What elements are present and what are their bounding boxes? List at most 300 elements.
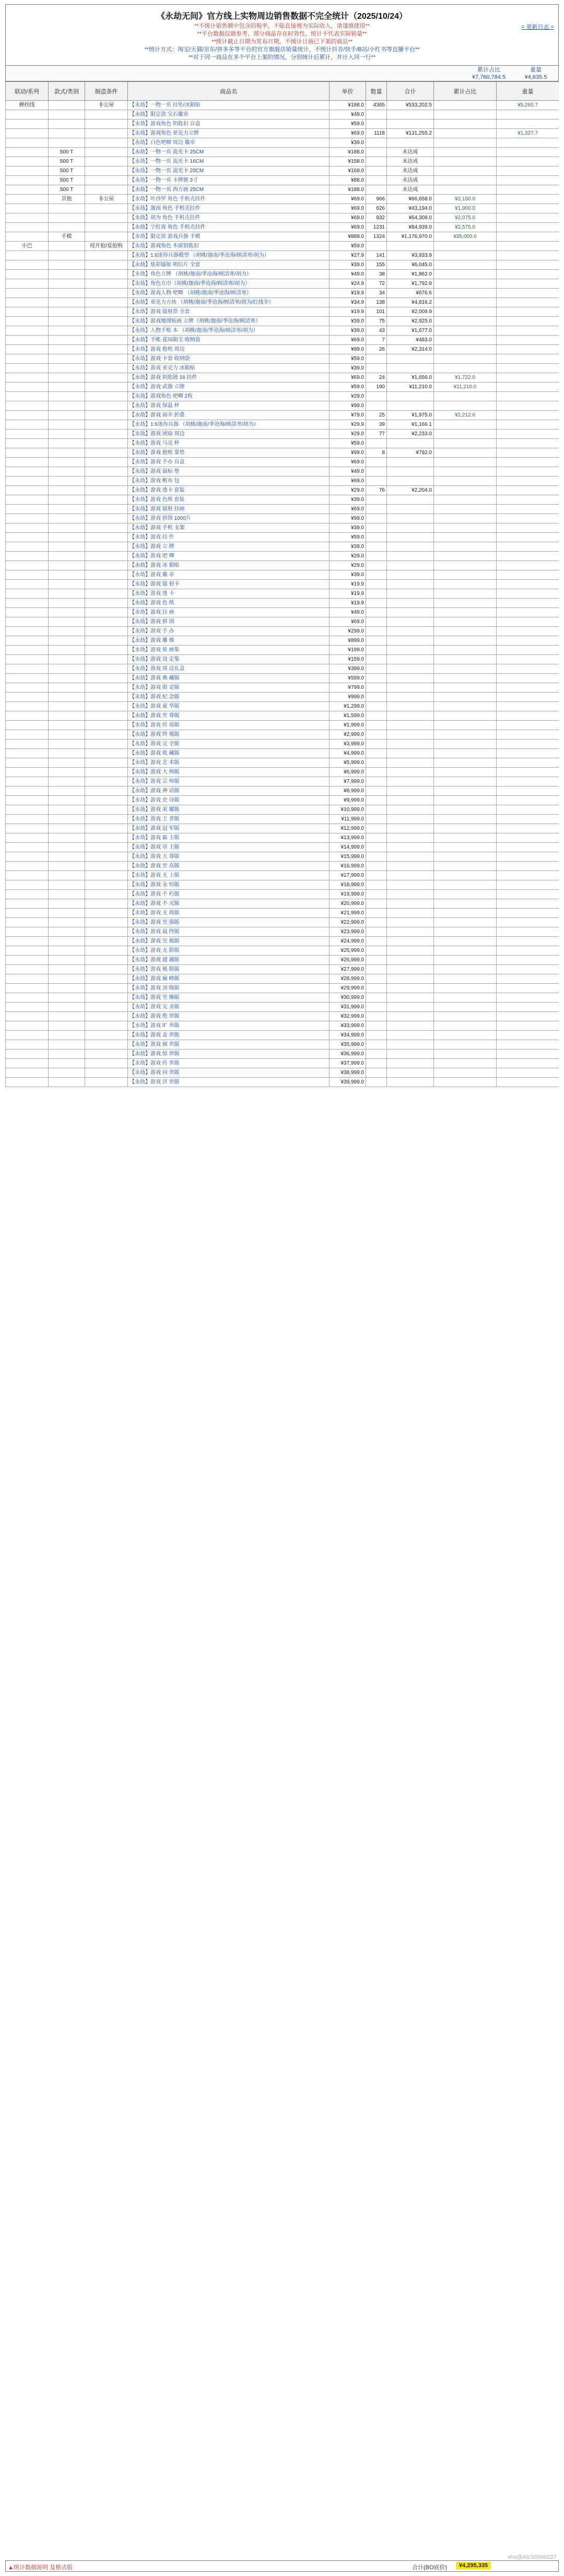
cell-name[interactable]: 【永劫】游戏 冰 箱贴 xyxy=(128,561,330,570)
cell-name[interactable]: 【永劫】一物一页 西方画 25CM xyxy=(128,185,330,195)
cell-sub xyxy=(49,411,85,420)
cell-qty xyxy=(366,138,387,148)
cell-name[interactable]: 【永劫】游戏 荣 耀版 xyxy=(128,805,330,815)
cell-sub xyxy=(49,974,85,984)
cell-name[interactable]: 【永劫】游戏 典 藏版 xyxy=(128,674,330,683)
cell-cond xyxy=(85,354,128,364)
cell-name[interactable]: 【永劫】游戏 钥匙链 16 挂件 xyxy=(128,373,330,383)
cell-name[interactable]: 【永劫】手帐 花园箱宝 收纳袋 xyxy=(128,336,330,345)
cell-w xyxy=(434,646,497,655)
note-line: **不统计销售额中包含的税率，不能直接视为实际收入，请谨慎使用** xyxy=(194,23,370,29)
cell-s xyxy=(497,956,559,965)
cell-name[interactable]: 【永劫】胡为 角色 手机壳挂件 xyxy=(128,213,330,223)
cell-name[interactable]: 【永劫】游戏 帆布 包 xyxy=(128,476,330,486)
cell-name[interactable]: 【永劫】游戏 限 定版 xyxy=(128,683,330,693)
cell-sub xyxy=(49,899,85,909)
cell-s xyxy=(497,176,559,185)
cell-qty xyxy=(366,608,387,617)
cell-qty xyxy=(366,166,387,176)
cell-w xyxy=(434,786,497,796)
cell-sub xyxy=(49,608,85,617)
cell-w xyxy=(434,392,497,401)
cell-sub: 其他 xyxy=(49,195,85,204)
cell-sub xyxy=(49,138,85,148)
table-row xyxy=(6,148,559,157)
cell-group xyxy=(6,223,49,232)
cell-cond xyxy=(85,232,128,242)
cell-w xyxy=(434,448,497,458)
cell-cond xyxy=(85,965,128,974)
cell-s xyxy=(497,317,559,326)
cell-name[interactable]: 【永劫】限定款 宝石徽章 xyxy=(128,110,330,120)
table-row xyxy=(6,110,559,120)
cell-s xyxy=(497,664,559,674)
cell-total xyxy=(387,702,434,711)
cell-price: ¥16,999.0 xyxy=(330,862,366,871)
cell-name[interactable]: 【永劫】游戏 手办 盲盒 xyxy=(128,458,330,467)
table-row xyxy=(6,176,559,185)
cell-price: ¥20,999.0 xyxy=(330,899,366,909)
cell-w xyxy=(434,129,497,138)
cell-sub xyxy=(49,129,85,138)
cell-w xyxy=(434,721,497,730)
cell-name[interactable]: 【永劫】游戏 至 强版 xyxy=(128,918,330,927)
cell-name[interactable]: 【永劫】游戏 镭射 挂画 xyxy=(128,505,330,514)
table-row xyxy=(6,815,559,824)
cell-cond xyxy=(85,430,128,439)
cell-group xyxy=(6,899,49,909)
cell-name[interactable]: 【永劫】人物手账 本 （胡桃/迦南/季沧海/顾清寒/胡为） xyxy=(128,326,330,336)
cell-name[interactable]: 【永劫】游戏 雨伞 折叠 xyxy=(128,411,330,420)
table-row xyxy=(6,364,559,373)
cell-name[interactable]: 【永劫】游戏 色纸 套装 xyxy=(128,495,330,505)
cell-group xyxy=(6,871,49,880)
cell-name[interactable]: 【永劫】白色吧唧 周边 徽章 xyxy=(128,138,330,148)
cell-s xyxy=(497,1078,559,1087)
table-row xyxy=(6,730,559,740)
cell-total: ¥792.0 xyxy=(387,448,434,458)
cell-price: ¥69.0 xyxy=(330,458,366,467)
cell-w xyxy=(434,176,497,185)
cell-w xyxy=(434,1068,497,1078)
cell-sub xyxy=(49,683,85,693)
cell-name[interactable]: 【永劫】游戏 无 限版 xyxy=(128,946,330,956)
cell-name[interactable]: 【永劫】游戏人物 吧唧 （胡桃/迦南/季沧海/顾清寒） xyxy=(128,289,330,298)
cell-qty xyxy=(366,843,387,852)
cell-w xyxy=(434,880,497,890)
cell-name[interactable]: 【永劫】游戏 无 敌版 xyxy=(128,909,330,918)
cell-name[interactable]: 【永劫】游戏 巅 峰版 xyxy=(128,974,330,984)
cell-total xyxy=(387,533,434,542)
cell-cond xyxy=(85,298,128,307)
cell-name[interactable]: 【永劫】游戏 无 上版 xyxy=(128,871,330,880)
cell-w xyxy=(434,674,497,683)
table-row xyxy=(6,758,559,768)
cell-cond xyxy=(85,336,128,345)
cell-total xyxy=(387,974,434,984)
cell-total: ¥4,816.2 xyxy=(387,298,434,307)
cell-name[interactable]: 【永劫】亚克力方块 （胡桃/迦南/季沧海/顾清寒/胡为/红线伞） xyxy=(128,298,330,307)
cell-total: ¥533,202.5 xyxy=(387,101,434,110)
cell-group xyxy=(6,918,49,927)
cell-name[interactable]: 【永劫】游戏地图贴画 立牌（胡桃/迦南/季沧海/顾清寒） xyxy=(128,317,330,326)
cell-qty xyxy=(366,505,387,514)
cell-name[interactable]: 【永劫】游戏 不 灭版 xyxy=(128,899,330,909)
update-log-link[interactable]: = 更新日志 = xyxy=(521,24,554,30)
cell-name[interactable]: 【永劫】游戏 盖 世版 xyxy=(128,1031,330,1040)
cell-name[interactable]: 【永劫】游戏 雕 像 xyxy=(128,636,330,646)
cell-name[interactable]: 【永劫】游戏 永 恒版 xyxy=(128,880,330,890)
cell-w xyxy=(434,693,497,702)
cell-name[interactable]: 【永劫】游戏 霸 主版 xyxy=(128,833,330,843)
table-row xyxy=(6,1059,559,1068)
cell-name[interactable]: 【永劫】游戏 至 高版 xyxy=(128,862,330,871)
cell-price: ¥69.0 xyxy=(330,617,366,627)
cell-price: ¥19.9 xyxy=(330,599,366,608)
document-header xyxy=(5,4,559,66)
cell-w xyxy=(434,711,497,721)
cell-group xyxy=(6,608,49,617)
cell-cond xyxy=(85,439,128,448)
cell-name[interactable]: 【永劫】游戏 超 越版 xyxy=(128,956,330,965)
cell-name[interactable]: 【永劫】限定款 游戏兵器 手模 xyxy=(128,232,330,242)
cell-group xyxy=(6,364,49,373)
cell-s xyxy=(497,354,559,364)
cell-price: ¥11,999.0 xyxy=(330,815,366,824)
cell-total xyxy=(387,909,434,918)
cell-s xyxy=(497,608,559,617)
table-row xyxy=(6,326,559,336)
cell-cond xyxy=(85,251,128,260)
cell-name[interactable]: 【永劫】游戏 团扇 周边 xyxy=(128,430,330,439)
cell-group xyxy=(6,880,49,890)
cell-cond xyxy=(85,533,128,542)
cell-sub xyxy=(49,1040,85,1050)
cell-name[interactable]: 【永劫】游戏 透 卡 xyxy=(128,589,330,599)
cell-name[interactable]: 【永劫】游戏 极 限版 xyxy=(128,965,330,974)
table-row xyxy=(6,749,559,758)
cell-qty xyxy=(366,157,387,166)
col-header: 单价 xyxy=(330,82,366,101)
cell-sub xyxy=(49,561,85,570)
table-row xyxy=(6,899,559,909)
cell-price: ¥1,999.0 xyxy=(330,721,366,730)
share-summary xyxy=(465,66,512,81)
cell-s xyxy=(497,120,559,129)
cell-name[interactable]: 【永劫】游戏 挂 画 xyxy=(128,608,330,617)
cell-sub xyxy=(49,1031,85,1040)
cell-cond xyxy=(85,693,128,702)
table-row xyxy=(6,336,559,345)
cell-name[interactable]: 【永劫】游戏 手机 支架 xyxy=(128,523,330,533)
cell-qty xyxy=(366,833,387,843)
cell-name[interactable]: 【永劫】游戏 宗 师版 xyxy=(128,777,330,786)
table-row xyxy=(6,251,559,260)
cell-name[interactable]: 【永劫】游戏 周 边礼盒 xyxy=(128,664,330,674)
cell-w xyxy=(434,1021,497,1031)
cell-name[interactable]: 【永劫】游戏 完 全版 xyxy=(128,740,330,749)
cell-qty xyxy=(366,439,387,448)
cell-name[interactable]: 【永劫】游戏 抱枕 周边 xyxy=(128,345,330,354)
cell-s xyxy=(497,420,559,430)
table-row xyxy=(6,1012,559,1021)
cell-name[interactable]: 【永劫】游戏 最 终版 xyxy=(128,927,330,937)
cell-name[interactable]: 【永劫】游戏 艺 术版 xyxy=(128,758,330,768)
cell-group xyxy=(6,580,49,589)
cell-group xyxy=(6,693,49,702)
cell-name[interactable]: 【永劫】游戏 倾 世版 xyxy=(128,1040,330,1050)
cell-price: ¥29.0 xyxy=(330,552,366,561)
cell-s xyxy=(497,796,559,805)
cell-name[interactable]: 【永劫】游戏 济 世版 xyxy=(128,1078,330,1087)
cell-cond: 疫开抢/爱抢购 xyxy=(85,242,128,251)
cell-w: ¥35,000.0 xyxy=(434,232,497,242)
cell-name[interactable]: 【永劫】角色立牌 （胡桃/迦南/季沧海/顾清寒/胡为） xyxy=(128,270,330,279)
cell-qty: 24 xyxy=(366,373,387,383)
cell-sub xyxy=(49,1068,85,1078)
table-row xyxy=(6,401,559,411)
cell-cond: 非公屋 xyxy=(85,101,128,110)
cell-name[interactable]: 【永劫】一物一页 流光卡 16CM xyxy=(128,157,330,166)
cell-name[interactable]: 【永劫】游戏 镭 射卡 xyxy=(128,580,330,589)
cell-total xyxy=(387,476,434,486)
cell-group xyxy=(6,270,49,279)
cell-w xyxy=(434,956,497,965)
cell-total xyxy=(387,570,434,580)
cell-cond xyxy=(85,458,128,467)
cell-qty: 141 xyxy=(366,251,387,260)
cell-price: ¥89.0 xyxy=(330,345,366,354)
cell-cond xyxy=(85,383,128,392)
cell-name[interactable]: 【永劫】游戏 亚克力 冰箱贴 xyxy=(128,364,330,373)
cell-s xyxy=(497,1040,559,1050)
cell-name[interactable]: 【永劫】迦南 角色 手机壳挂件 xyxy=(128,204,330,213)
cell-total xyxy=(387,890,434,899)
cell-name[interactable]: 【永劫】游戏 顶 级版 xyxy=(128,984,330,993)
cell-name[interactable]: 【永劫】一物一页 流光卡 25CM xyxy=(128,148,330,157)
cell-total xyxy=(387,796,434,805)
cell-sub xyxy=(49,702,85,711)
cell-price: ¥18,999.0 xyxy=(330,880,366,890)
cell-sub xyxy=(49,1059,85,1068)
table-row xyxy=(6,223,559,232)
cell-name[interactable]: 【永劫】游戏 透卡 套装 xyxy=(128,486,330,495)
footer-note[interactable]: ▲统计数据说明 及格式版 xyxy=(8,2565,73,2571)
cell-name[interactable]: 【永劫】游戏 终 极版 xyxy=(128,730,330,740)
cell-name[interactable]: 【永劫】游戏 色 纸 xyxy=(128,599,330,608)
cell-name[interactable]: 【永劫】叶沙罗 角色 手机壳挂件 xyxy=(128,195,330,204)
cell-name[interactable]: 【永劫】游戏 原 画集 xyxy=(128,646,330,655)
cell-price: ¥99.0 xyxy=(330,401,366,411)
cell-price: ¥31,999.0 xyxy=(330,1003,366,1012)
table-row xyxy=(6,533,559,542)
cell-group xyxy=(6,1031,49,1040)
cell-w xyxy=(434,561,497,570)
cell-name[interactable]: 【永劫】炫彩镭射 明信片 全套 xyxy=(128,260,330,270)
cell-w xyxy=(434,655,497,664)
cell-total xyxy=(387,815,434,824)
cell-name[interactable]: 【永劫】游戏 究 极版 xyxy=(128,937,330,946)
cell-price: ¥29.0 xyxy=(330,486,366,495)
cell-qty xyxy=(366,495,387,505)
cell-qty xyxy=(366,758,387,768)
cell-s xyxy=(497,148,559,157)
cell-name[interactable]: 【永劫】游戏 立 牌 xyxy=(128,542,330,552)
cell-group xyxy=(6,467,49,476)
cell-sub xyxy=(49,542,85,552)
cell-name[interactable]: 【永劫】游戏 拼 图 xyxy=(128,617,330,627)
cell-sub xyxy=(49,927,85,937)
cell-qty: 190 xyxy=(366,383,387,392)
cell-name[interactable]: 【永劫】游戏 传 说版 xyxy=(128,721,330,730)
cell-name[interactable]: 【永劫】游戏 帝 王版 xyxy=(128,843,330,852)
cell-name[interactable]: 【永劫】游戏 神 话版 xyxy=(128,786,330,796)
cell-group xyxy=(6,476,49,486)
cell-name[interactable]: 【永劫】游戏 至 尊版 xyxy=(128,711,330,721)
cell-w xyxy=(434,890,497,899)
cell-name[interactable]: 【永劫】1:6迷你兵器模型 （胡桃/迦南/季沧海/顾清寒/胡为） xyxy=(128,251,330,260)
cell-name[interactable]: 【永劫】角色方巾（胡桃/迦南/季沧海/顾清寒/胡为） xyxy=(128,279,330,289)
cell-group xyxy=(6,120,49,129)
cell-cond xyxy=(85,364,128,373)
table-row xyxy=(6,1021,559,1031)
cell-sub xyxy=(49,918,85,927)
cell-qty xyxy=(366,589,387,599)
cell-name[interactable]: 【永劫】游戏角色 木质钥匙扣 xyxy=(128,242,330,251)
cell-s xyxy=(497,570,559,580)
cell-group xyxy=(6,514,49,523)
table-row xyxy=(6,232,559,242)
cell-name[interactable]: 【永劫】游戏 抱枕 靠垫 xyxy=(128,448,330,458)
cell-s xyxy=(497,166,559,176)
cell-qty: 38 xyxy=(366,270,387,279)
cell-name[interactable]: 【永劫】游戏 收 藏版 xyxy=(128,749,330,758)
cell-name[interactable]: 【永劫】游戏 旷 世版 xyxy=(128,1021,330,1031)
cell-name[interactable]: 【永劫】游戏 镭射票 全套 xyxy=(128,307,330,317)
cell-name[interactable]: 【永劫】游戏 保温 杯 xyxy=(128,401,330,411)
cell-name[interactable]: 【永劫】游戏 鼠标 垫 xyxy=(128,467,330,476)
table-row xyxy=(6,195,559,204)
cell-s xyxy=(497,852,559,862)
cell-name[interactable]: 【永劫】游戏 徽 章 xyxy=(128,570,330,580)
cell-w xyxy=(434,871,497,880)
cell-name[interactable]: 【永劫】宁红夜 角色 手机壳挂件 xyxy=(128,223,330,232)
table-row xyxy=(6,627,559,636)
cell-cond xyxy=(85,608,128,617)
cell-sub xyxy=(49,120,85,129)
cell-name[interactable]: 【永劫】游戏 拼图 1000片 xyxy=(128,514,330,523)
cell-group xyxy=(6,392,49,401)
table-row xyxy=(6,721,559,730)
cell-sub xyxy=(49,749,85,758)
cell-qty xyxy=(366,730,387,740)
cell-name[interactable]: 【永劫】游戏 手 办 xyxy=(128,627,330,636)
cell-name[interactable]: 【永劫】游戏 完 美版 xyxy=(128,1003,330,1012)
table-row xyxy=(6,871,559,880)
cell-name[interactable]: 【永劫】游戏 武器 立牌 xyxy=(128,383,330,392)
cell-sub xyxy=(49,383,85,392)
cell-total xyxy=(387,110,434,120)
cell-total xyxy=(387,927,434,937)
cell-name[interactable]: 【永劫】游戏 至 臻版 xyxy=(128,993,330,1003)
cell-qty xyxy=(366,664,387,674)
cell-w xyxy=(434,599,497,608)
cell-total xyxy=(387,392,434,401)
cell-name[interactable]: 【永劫】游戏 设 定集 xyxy=(128,655,330,664)
cell-total: ¥1,656.0 xyxy=(387,373,434,383)
cell-name[interactable]: 【永劫】游戏 王 者版 xyxy=(128,815,330,824)
cell-price: ¥19.9 xyxy=(330,580,366,589)
cell-qty: 138 xyxy=(366,298,387,307)
cell-price: ¥27.9 xyxy=(330,251,366,260)
cell-name[interactable]: 【永劫】游戏角色 吧唧 2枚 xyxy=(128,392,330,401)
cell-name[interactable]: 【永劫】游戏 纪 念版 xyxy=(128,693,330,702)
cell-price: ¥159.0 xyxy=(330,655,366,664)
cell-total xyxy=(387,946,434,956)
cell-name[interactable]: 【永劫】一物一页 卡牌册 3寸 xyxy=(128,176,330,185)
cell-group xyxy=(6,777,49,786)
cell-name[interactable]: 【永劫】游戏 传 世版 xyxy=(128,1059,330,1068)
cell-total xyxy=(387,617,434,627)
cell-sub xyxy=(49,589,85,599)
cell-qty: 77 xyxy=(366,430,387,439)
cell-name[interactable]: 【永劫】游戏 绝 世版 xyxy=(128,1012,330,1021)
table-row xyxy=(6,984,559,993)
cell-price: ¥39.0 xyxy=(330,542,366,552)
cell-s xyxy=(497,157,559,166)
cell-total xyxy=(387,937,434,946)
cell-qty xyxy=(366,965,387,974)
cell-name[interactable]: 【永劫】游戏角色 亚克力立牌 xyxy=(128,129,330,138)
table-row xyxy=(6,740,559,749)
cell-name[interactable]: 【永劫】游戏 豪 华版 xyxy=(128,702,330,711)
sales-table xyxy=(5,81,559,1087)
cell-cond xyxy=(85,467,128,476)
cell-sub xyxy=(49,1012,85,1021)
cell-name[interactable]: 【永劫】游戏 吧 唧 xyxy=(128,552,330,561)
cell-total xyxy=(387,608,434,617)
cell-price: ¥69.0 xyxy=(330,213,366,223)
cell-name[interactable]: 【永劫】游戏 挂 件 xyxy=(128,533,330,542)
cell-name[interactable]: 【永劫】游戏 不 朽版 xyxy=(128,890,330,899)
cell-cond xyxy=(85,148,128,157)
cell-name[interactable]: 【永劫】游戏 马克 杯 xyxy=(128,439,330,448)
cell-w xyxy=(434,1059,497,1068)
table-row xyxy=(6,279,559,289)
cell-name[interactable]: 【永劫】一物一页 挂坠/冰箱贴 xyxy=(128,101,330,110)
cell-name[interactable]: 【永劫】游戏 惊 世版 xyxy=(128,1050,330,1059)
cell-name[interactable]: 【永劫】1:6迷你兵器 （胡桃/迦南/季沧海/顾清寒/胡为） xyxy=(128,420,330,430)
cell-name[interactable]: 【永劫】游戏 史 诗版 xyxy=(128,796,330,805)
cell-name[interactable]: 【永劫】一物一页 流光卡 20CM xyxy=(128,166,330,176)
cell-sub xyxy=(49,890,85,899)
cell-s xyxy=(497,843,559,852)
cell-name[interactable]: 【永劫】游戏角色 钥匙扣 盲盒 xyxy=(128,120,330,129)
cell-w xyxy=(434,974,497,984)
cell-price: ¥79.0 xyxy=(330,411,366,420)
cell-s xyxy=(497,289,559,298)
cell-name[interactable]: 【永劫】游戏 卡套 收纳袋 xyxy=(128,354,330,364)
cell-name[interactable]: 【永劫】游戏 天 尊版 xyxy=(128,852,330,862)
cell-total xyxy=(387,843,434,852)
cell-name[interactable]: 【永劫】游戏 冠 军版 xyxy=(128,824,330,833)
cell-total xyxy=(387,552,434,561)
cell-sub xyxy=(49,298,85,307)
cell-name[interactable]: 【永劫】游戏 大 师版 xyxy=(128,768,330,777)
cell-w xyxy=(434,1012,497,1021)
cell-price: ¥6,999.0 xyxy=(330,768,366,777)
cell-name[interactable]: 【永劫】游戏 问 世版 xyxy=(128,1068,330,1078)
